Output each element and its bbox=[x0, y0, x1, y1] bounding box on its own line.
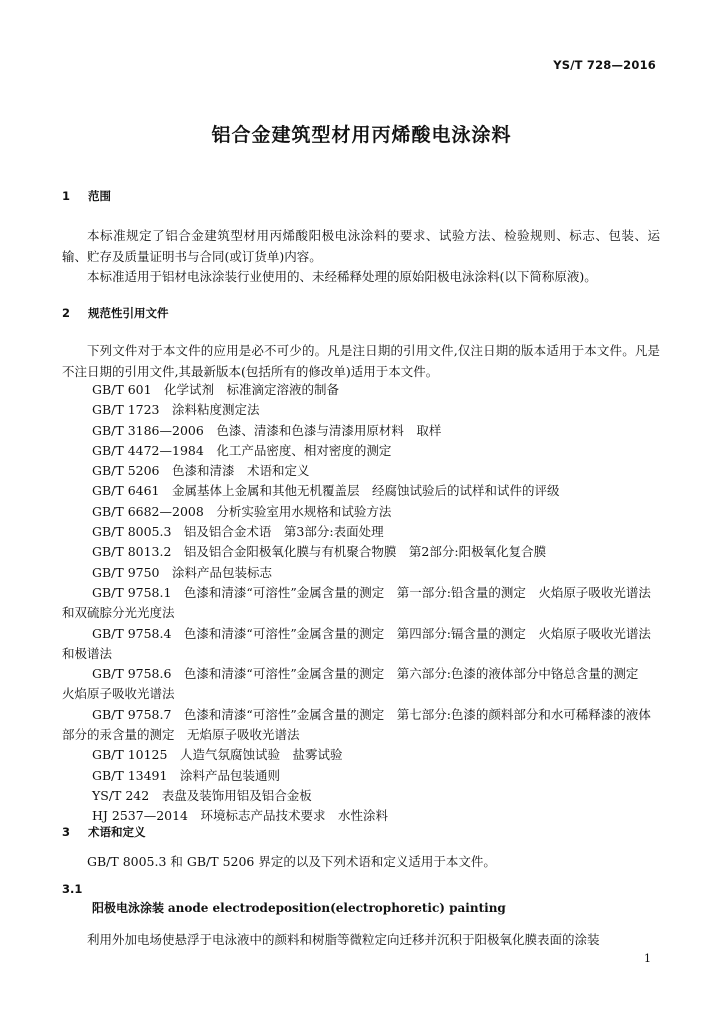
reference-item: GB/T 10125 人造气氛腐蚀试验 盐雾试验 bbox=[92, 747, 343, 763]
reference-item: GB/T 9758.6 色漆和清漆“可溶性”金属含量的测定 第六部分:色漆的液体部分中铬总含量的测定 火焰原子吸收光谱法 bbox=[62, 666, 651, 702]
reference-item: GB/T 3186—2006 色漆、清漆和色漆与清漆用原材料 取样 bbox=[92, 422, 442, 438]
reference-item: GB/T 13491 涂料产品包装通则 bbox=[92, 767, 280, 783]
section-2-intro bbox=[62, 341, 660, 382]
reference-item: GB/T 9750 涂料产品包装标志 bbox=[92, 564, 273, 580]
section-number: 2 bbox=[62, 306, 71, 320]
reference-item: GB/T 8005.3 铝及铝合金术语 第3部分:表面处理 bbox=[92, 524, 384, 540]
section-1-heading bbox=[62, 188, 111, 204]
section-3-intro bbox=[62, 852, 660, 873]
reference-item: GB/T 9758.1 色漆和清漆“可溶性”金属含量的测定 第一部分:铅含量的测定 火焰原子吸收光谱法和双硫腙分光光度法 bbox=[62, 584, 651, 621]
clause-3-1-number: 3.1 bbox=[62, 882, 83, 896]
section-3-heading bbox=[62, 824, 146, 840]
reference-item: GB/T 1723 涂料粘度测定法 bbox=[92, 402, 260, 418]
document-title: 铝合金建筑型材用丙烯酸电泳涂料 bbox=[211, 124, 512, 146]
reference-item: GB/T 6682—2008 分析实验室用水规格和试验方法 bbox=[92, 503, 392, 519]
normative-references-list bbox=[62, 380, 660, 827]
reference-item: GB/T 4472—1984 化工产品密度、相对密度的测定 bbox=[92, 442, 392, 458]
section-number: 3 bbox=[62, 825, 71, 839]
paragraph: 利用外加电场使悬浮于电泳液中的颜料和树脂等微粒定向迁移并沉积于阳极氧化膜表面的涂装 bbox=[87, 932, 600, 947]
term-english: anode electrodeposition(electrophoretic) painting bbox=[167, 901, 506, 915]
reference-item: GB/T 6461 金属基体上金属和其他无机覆盖层 经腐蚀试验后的试样和试件的评级 bbox=[92, 483, 560, 499]
section-number: 1 bbox=[62, 189, 71, 203]
paragraph: GB/T 8005.3 和 GB/T 5206 界定的以及下列术语和定义适用于本文件。 bbox=[87, 854, 496, 869]
term-chinese: 阳极电泳涂装 bbox=[92, 901, 165, 915]
section-title: 范围 bbox=[88, 189, 111, 203]
paragraph: 下列文件对于本文件的应用是必不可少的。凡是注日期的引用文件,仅注日期的版本适用于本文件。凡是不注日期的引用文件,其最新版本(包括所有的修改单)适用于本文件。 bbox=[62, 343, 660, 379]
reference-item: GB/T 8013.2 铝及铝合金阳极氧化膜与有机聚合物膜 第2部分:阳极氧化复合膜 bbox=[92, 544, 547, 560]
page-number: 1 bbox=[644, 952, 651, 965]
reference-item: GB/T 601 化学试剂 标准滴定溶液的制备 bbox=[92, 382, 340, 397]
term-definition bbox=[62, 930, 660, 951]
reference-item: GB/T 9758.7 色漆和清漆“可溶性”金属含量的测定 第七部分:色漆的颜料部分和水可稀释漆的液体部分的汞含量的测定 无焰原子吸收光谱法 bbox=[62, 706, 651, 743]
reference-item: YS/T 242 表盘及装饰用铝及铝合金板 bbox=[92, 787, 312, 803]
reference-item: HJ 2537—2014 环境标志产品技术要求 水性涂料 bbox=[92, 808, 389, 824]
section-title: 术语和定义 bbox=[88, 825, 146, 839]
paragraph: 本标准适用于铝材电泳涂装行业使用的、未经稀释处理的原始阳极电泳涂料(以下简称原液)。 bbox=[87, 269, 597, 284]
section-title: 规范性引用文件 bbox=[88, 306, 169, 320]
section-1-body bbox=[62, 226, 660, 288]
paragraph: 本标准规定了铝合金建筑型材用丙烯酸阳极电泳涂料的要求、试验方法、检验规则、标志、包装、运输、贮存及质量证明书与合同(或订货单)内容。 bbox=[62, 228, 660, 264]
reference-item: GB/T 5206 色漆和清漆 术语和定义 bbox=[92, 463, 310, 479]
standard-code: YS/T 728—2016 bbox=[553, 58, 656, 72]
term-entry bbox=[62, 898, 660, 919]
reference-item: GB/T 9758.4 色漆和清漆“可溶性”金属含量的测定 第四部分:镉含量的测定 火焰原子吸收光谱法和极谱法 bbox=[62, 625, 651, 661]
section-2-heading bbox=[62, 305, 169, 321]
